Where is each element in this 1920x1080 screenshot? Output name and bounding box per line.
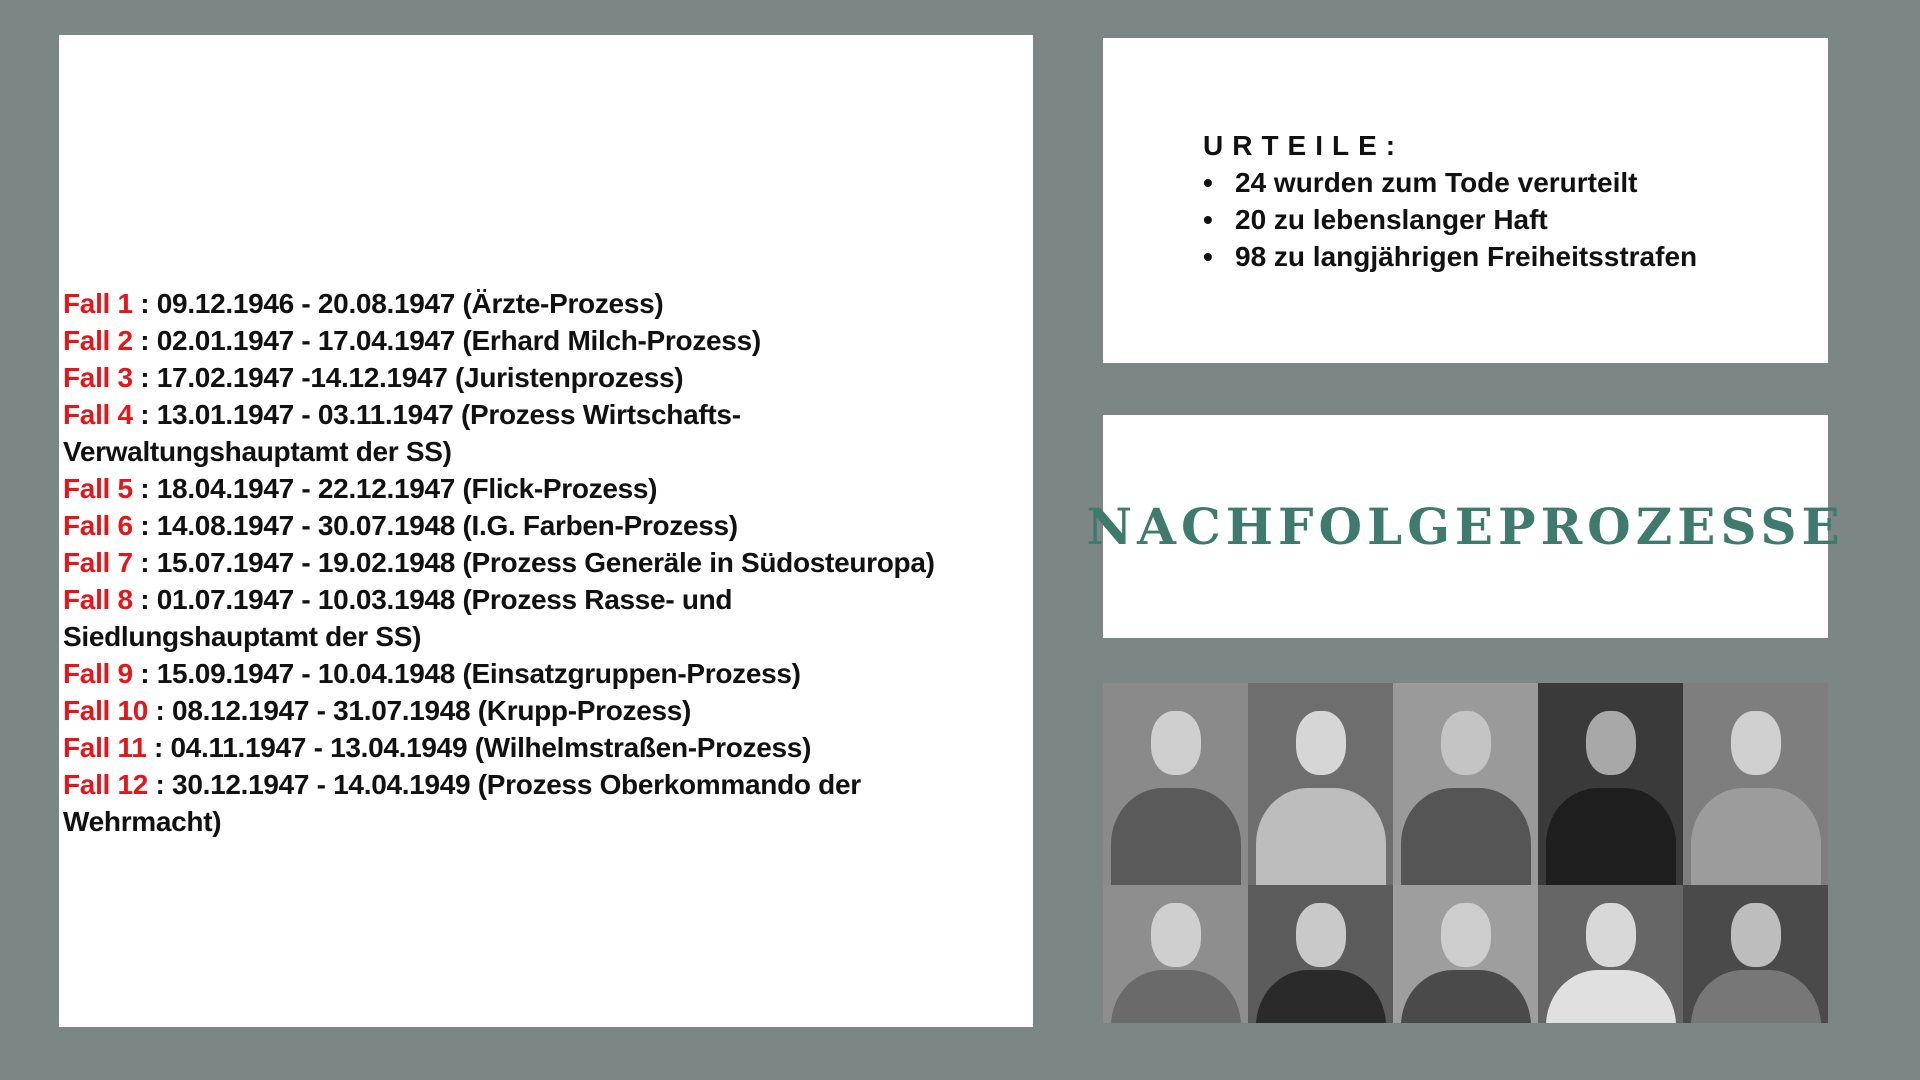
case-item [63, 655, 1043, 692]
case-text: : 18.04.1947 - 22.12.1947 (Flick-Prozess) [132, 473, 658, 504]
portrait-photo [1538, 885, 1683, 1023]
portrait-photo [1103, 683, 1248, 885]
case-item [63, 470, 1043, 507]
case-text: : 13.01.1947 - 03.11.1947 (Prozess Wirtschafts-Verwaltungshauptamt der SS) [63, 399, 741, 467]
portrait-photo [1683, 885, 1828, 1023]
case-item [63, 766, 983, 840]
verdict-item: • 20 zu lebenslanger Haft [1203, 201, 1697, 238]
case-label: Fall 7 [63, 547, 133, 578]
title-panel [1086, 415, 1845, 638]
case-text: : 15.09.1947 - 10.04.1948 (Einsatzgruppen-Prozess) [132, 658, 801, 689]
case-label: Fall 10 [63, 695, 149, 726]
case-text: : 01.07.1947 - 10.03.1948 (Prozess Rasse- und Siedlungshauptamt der SS) [63, 584, 733, 652]
case-item [63, 507, 1043, 544]
portrait-photo [1538, 683, 1683, 885]
verdict-item: • 24 wurden zum Tode verurteilt [1203, 164, 1697, 201]
case-item [63, 581, 873, 655]
case-label: Fall 5 [63, 473, 133, 504]
case-label: Fall 11 [63, 732, 147, 763]
case-text: : 04.11.1947 - 13.04.1949 (Wilhelmstraßen-Prozess) [146, 732, 812, 763]
case-text: : 09.12.1946 - 20.08.1947 (Ärzte-Prozess) [132, 288, 664, 319]
case-label: Fall 8 [63, 584, 133, 615]
case-item [63, 285, 1043, 322]
portrait-photo [1683, 683, 1828, 885]
case-label: Fall 6 [63, 510, 133, 541]
case-label: Fall 3 [63, 362, 133, 393]
verdict-item: • 98 zu langjährigen Freiheitsstrafen [1203, 238, 1697, 275]
page-title: NACHFOLGEPROZESSE [1086, 497, 1845, 556]
case-label: Fall 12 [63, 769, 149, 800]
verdicts-panel [1103, 38, 1828, 363]
case-label: Fall 4 [63, 399, 133, 430]
case-label: Fall 2 [63, 325, 133, 356]
case-text: : 15.07.1947 - 19.02.1948 (Prozess Generäle in Südosteuropa) [132, 547, 935, 578]
verdicts-heading: URTEILE: [1203, 130, 1405, 161]
case-item [63, 396, 873, 470]
portrait-photo [1248, 885, 1393, 1023]
portrait-photo [1393, 885, 1538, 1023]
portrait-photo [1103, 885, 1248, 1023]
case-text: : 08.12.1947 - 31.07.1948 (Krupp-Prozess) [148, 695, 692, 726]
cases-panel [59, 35, 1033, 1027]
cases-list [63, 285, 1043, 840]
case-item [63, 322, 1043, 359]
case-label: Fall 1 [63, 288, 133, 319]
case-text: : 30.12.1947 - 14.04.1949 (Prozess Oberkommando der Wehrmacht) [63, 769, 861, 837]
portrait-photo [1248, 683, 1393, 885]
case-text: : 14.08.1947 - 30.07.1948 (I.G. Farben-Prozess) [132, 510, 738, 541]
defendant-photos [1103, 683, 1828, 1023]
case-text: : 17.02.1947 -14.12.1947 (Juristenprozess) [132, 362, 684, 393]
case-item [63, 729, 1043, 766]
case-item [63, 544, 1043, 581]
verdicts-list [1203, 164, 1697, 275]
case-item [63, 359, 1043, 396]
case-label: Fall 9 [63, 658, 133, 689]
case-text: : 02.01.1947 - 17.04.1947 (Erhard Milch-Prozess) [132, 325, 761, 356]
case-item [63, 692, 1043, 729]
portrait-photo [1393, 683, 1538, 885]
